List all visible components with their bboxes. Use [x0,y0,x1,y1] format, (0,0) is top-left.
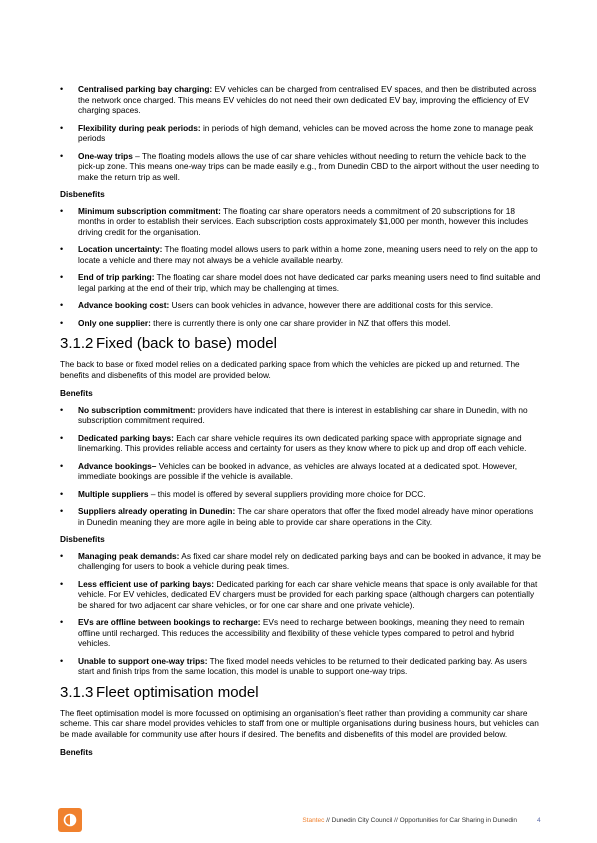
list-item [60,656,542,677]
stantec-logo-icon [58,808,82,832]
section-number: 3.1.3 [60,683,94,701]
list-item-lead: Multiple suppliers [78,488,149,499]
page-number: 4 [537,817,541,824]
list-item-text: EVs need to recharge between bookings, meaning they need to remain offline until recharged. This reduces the accessibility and flexibility of these vehicle types compared to petrol and hybrid vehicles. [78,617,525,648]
footer-brand: Stantec [302,817,325,824]
list-item [60,318,542,329]
section-heading-3-1-3 [60,684,542,702]
list-item [60,84,542,116]
list-item-lead: End of trip parking: [78,272,155,282]
list-item-text: Each car share vehicle requires its own dedicated parking space with appropriate signage and linemarking. This provides reliable access and certainty for users as they know where to pick up and drop off each vehicle. [78,432,527,453]
list-item-text: As fixed car share model rely on dedicated parking bays and can be booked in advance, it may be challenging for users to book a vehicle during peak times. [78,550,542,571]
list-item-text: Users can book vehicles in advance, however there are additional costs for this service. [169,300,494,310]
list-item-lead: No subscription commitment: [78,404,196,415]
list-item-text: The floating model allows users to park within a home zone, meaning users need to rely on the app to locate a vehicle and there may not always be a vehicle available nearby. [78,244,538,265]
list-item-text: EV vehicles can be charged from centralised EV spaces, and then be distributed across the network once charged. This means EV vehicles do not need their own dedicated EV bay, improving the efficiency of EV charging spaces. [78,84,537,115]
floating-benefits-list [60,84,542,182]
page-footer [0,808,597,838]
benefits-heading: Benefits [60,747,93,757]
list-item-text: Vehicles can be booked in advance, as vehicles are always located at a dedicated spot. However, immediate bookings are possible if the vehicle is available. [78,460,518,481]
section-title: Fleet optimisation model [96,683,259,701]
list-item-lead: Location uncertainty: [78,244,163,254]
section-heading-3-1-2 [60,335,542,353]
list-item-lead: EVs are offline between bookings to recharge: [78,617,261,627]
list-item [60,123,542,144]
list-item-text: The floating car share model does not have dedicated car parks meaning users need to find suitable and legal parking at the end of their trip, which may be challenging at times. [78,272,541,293]
list-item-lead: Advance bookings– [78,460,157,471]
fixed-intro-paragraph: The back to base or fixed model relies on a dedicated parking space from which the vehicles are picked up and returned. The benefits and disbenefits of this model are provided below. [60,359,520,380]
list-item [60,272,542,293]
disbenefits-heading: Disbenefits [60,534,105,544]
list-item-lead: Unable to support one-way trips: [78,655,208,666]
list-item-lead: Minimum subscription commitment: [78,205,221,216]
fixed-benefits-list [60,405,542,528]
section-title: Fixed (back to base) model [96,335,277,352]
list-item [60,579,542,611]
section-number: 3.1.2 [60,335,94,352]
list-item-lead: Managing peak demands: [78,550,180,561]
list-item-lead: Centralised parking bay charging: [78,84,213,94]
list-item-text: Dedicated parking for each car share vehicle means that space is only available for that vehicle. For EV vehicles, dedicated EV chargers must be provided for each parking space (although chargers can potentially be shared for two adjacent car share vehicles, or for one car share and one private vehicle). [78,578,538,610]
footer-text [302,817,517,824]
fleet-intro-paragraph: The fleet optimisation model is more focussed on optimising an organisation’s fleet rather than providing a community car share scheme. This car share model provides vehicles to staff from one or multiple organisations during business hours, but vehicles can be made available for community use after hours if desired. The benefits and disbenefits of this model are provided below. [60,707,539,739]
list-item-lead: Advance booking cost: [78,300,170,310]
list-item-text: providers have indicated that there is interest in establishing car share in Dunedin, with no subscription commitment required. [78,404,528,425]
floating-disbenefits-list [60,206,542,329]
list-item [60,489,542,500]
list-item-text: The car share operators that offer the fixed model already have minor operations in Dunedin meaning they are more agile in being able to provide car share operations in the City. [78,506,534,527]
list-item-lead: Less efficient use of parking bays: [78,578,215,589]
list-item-lead: Flexibility during peak periods: [78,122,201,133]
disbenefits-heading: Disbenefits [60,189,105,199]
list-item-text: The floating car share operators needs a commitment of 20 subscriptions for 18 months in order to establish their services. Each subscription costs approximately $1,000 per month, however this includes driving credit for the organisation. [78,205,529,237]
list-item [60,151,542,183]
list-item [60,461,542,482]
list-item-text: – this model is offered by several suppliers providing more choice for DCC. [148,488,426,499]
list-item [60,300,542,311]
list-item [60,617,542,649]
list-item-lead: Suppliers already operating in Dunedin: [78,506,236,516]
document-body [60,84,542,764]
list-item-text: The fixed model needs vehicles to be returned to their dedicated parking bay. As users start and finish trips from the same location, this model is unable to support one-way trips. [78,655,527,676]
benefits-heading: Benefits [60,388,93,398]
list-item-text: – The floating models allows the use of car share vehicles without needing to return the vehicle back to the pick-up zone. This means one-way trips can be made easily e.g., from Dunedin CBD to the airport without the user needing to make the return trip as well. [78,150,540,182]
list-item [60,244,542,265]
list-item-lead: Dedicated parking bays: [78,432,174,443]
list-item [60,551,542,572]
list-item-lead: Only one supplier: [78,317,151,328]
list-item [60,405,542,426]
footer-title: // Dunedin City Council // Opportunities for Car Sharing in Dunedin [324,817,517,824]
list-item-text: there is currently there is only one car share provider in NZ that offers this model. [150,317,451,328]
list-item-lead: One-way trips [78,150,133,161]
list-item [60,506,542,527]
list-item [60,433,542,454]
list-item [60,206,542,238]
list-item-text: in periods of high demand, vehicles can be moved across the home zone to manage peak periods [78,122,534,143]
fixed-disbenefits-list [60,551,542,677]
